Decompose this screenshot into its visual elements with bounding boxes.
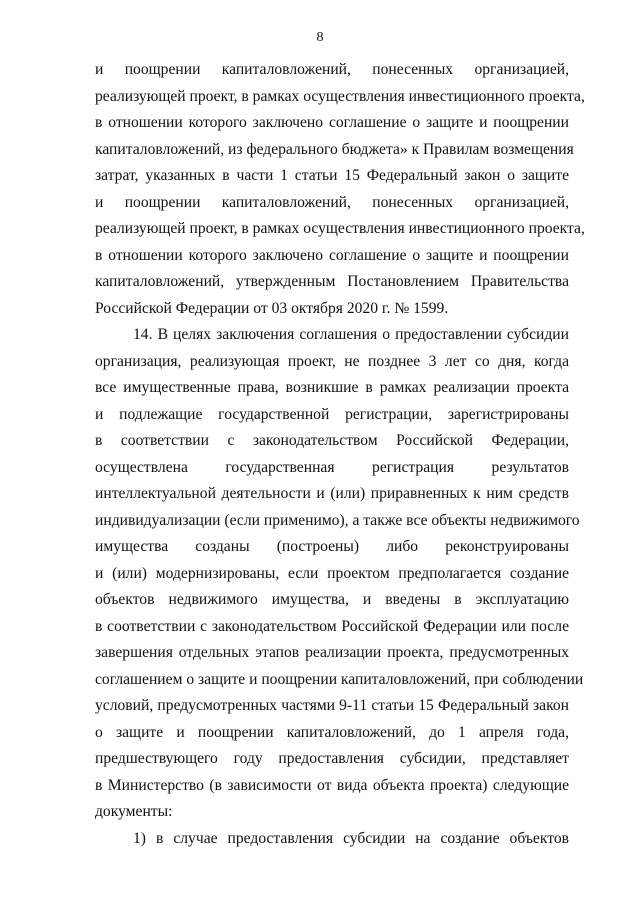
text-line: все имущественные права, возникшие в рамках реализации проекта [95,379,569,396]
text-line: затрат, указанных в части 1 статьи 15 Федеральный закон о защите [95,167,569,184]
text-line: капиталовложений, утвержденным Постановлением Правительства [95,273,569,290]
text-line: объектов недвижимого имущества, и введены в эксплуатацию [95,591,569,608]
text-line: и поощрении капиталовложений, понесенных организацией, [95,61,569,78]
document-body [95,57,585,852]
paragraph-14-start: 14. В целях заключения соглашения о предоставлении субсидии [133,326,569,343]
text-line: реализующей проект, в рамках осуществления инвестиционного проекта, [95,220,585,237]
text-line: интеллектуальной деятельности и (или) приравненных к ним средств [95,485,569,502]
text-line: предшествующего году предоставления субсидии, представляет [95,750,569,767]
text-line: о защите и поощрении капиталовложений, до 1 апреля года, [95,723,569,741]
text-line: осуществлена государственная регистрация результатов [95,458,569,476]
text-line: организация, реализующая проект, не позднее 3 лет со дня, когда [95,352,569,370]
text-line: документы: [95,803,173,820]
text-line: в соответствии с законодательством Российской Федерации, [95,432,569,449]
text-line: в Министерство (в зависимости от вида объекта проекта) следующие [95,776,569,794]
text-line: соглашением о защите и поощрении капиталовложений, при соблюдении [95,670,584,688]
text-line: в отношении которого заключено соглашение о защите и поощрении [95,246,569,264]
text-line: завершения отдельных этапов реализации проекта, предусмотренных [95,644,569,661]
text-line: Российской Федерации от 03 октября 2020 г. № 1599. [95,299,449,317]
text-line: и поощрении капиталовложений, понесенных организацией, [95,193,569,211]
text-line: в соответствии с законодательством Российской Федерации или после [95,617,569,635]
text-line: и (или) модернизированы, если проектом предполагается создание [95,564,569,582]
page-number: 8 [316,30,324,45]
text-line: в отношении которого заключено соглашение о защите и поощрении [95,114,569,131]
text-line: имущества созданы (построены) либо реконструированы [95,538,569,555]
text-line: реализующей проект, в рамках осуществления инвестиционного проекта, [95,87,585,105]
text-line: и подлежащие государственной регистрации, зарегистрированы [95,405,569,423]
text-line: индивидуализации (если применимо), а также все объекты недвижимого [95,511,580,529]
list-item-1-start: 1) в случае предоставления субсидии на создание объектов [133,829,569,847]
text-line: условий, предусмотренных частями 9-11 статьи 15 Федеральный закон [95,697,569,714]
text-line: капиталовложений, из федерального бюджета» к Правилам возмещения [95,140,574,158]
